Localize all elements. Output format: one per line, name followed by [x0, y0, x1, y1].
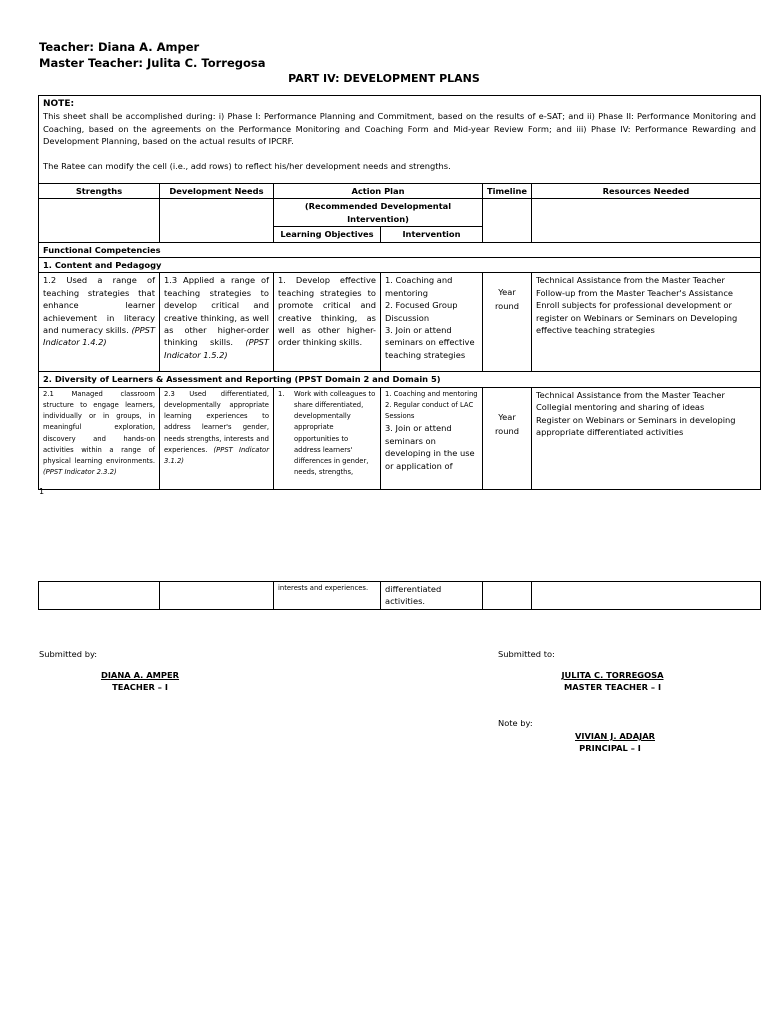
row2-resource-item: Technical Assistance from the Master Teacher: [536, 389, 725, 400]
note-text: This sheet shall be accomplished during: i) Phase I: Performance Planning and Commitment, based on the results of e-SAT; and ii) Phase II: Performance Monitoring and Coaching, based on the agreements on the Performance Monitoring and Coaching Form and Mid-year Review Form; and iii) Phase IV: Performance Rewarding and Development Planning, based on the actual results of IPCRF.: [43, 111, 757, 147]
row1-resource-item: Technical Assistance from the Master Teacher: [536, 275, 725, 286]
row1-intervention: [381, 273, 483, 372]
row1-resources: [532, 273, 761, 372]
submitted-by-label: Submitted by:: [39, 649, 98, 659]
row2-intervention-item: 1. Coaching and mentoring: [385, 389, 478, 398]
row1-intervention-item: 3. Join or attend seminars on effective teaching strategies: [385, 325, 475, 360]
row2-strength: [39, 387, 160, 489]
row2-resource-item: Register on Webinars or Seminars in developing: [536, 414, 736, 425]
col-resources: Resources Needed: [532, 184, 761, 199]
submitted-to-role: MASTER TEACHER – I: [563, 682, 662, 692]
submitted-by-name: DIANA A. AMPER: [100, 670, 180, 680]
row2-timeline: Year round: [483, 387, 532, 489]
page-number: 1: [39, 487, 45, 496]
row1-need-text: 1.3 Applied a range of teaching strategies to develop critical and creative thinking, as well as other higher-order thinking skills.: [164, 275, 269, 348]
submitted-to-label: Submitted to:: [498, 649, 555, 659]
row2-strength-indicator: (PPST Indicator 2.3.2): [43, 468, 117, 477]
empty-cell: [39, 199, 160, 242]
row1-intervention-item: 1. Coaching and mentoring: [385, 275, 453, 298]
empty-cell: [532, 582, 761, 610]
recommended-intervention-header: (Recommended Developmental Intervention): [274, 199, 483, 227]
row2-objective-text: Work with colleagues to share differentiated, developmentally appropriate opportunities to address learners' differences in gender, needs, strengths,: [294, 389, 376, 477]
row2-resource-item: Collegial mentoring and sharing of ideas: [536, 402, 705, 413]
continuation-table: [38, 581, 761, 610]
col-strengths: Strengths: [39, 184, 160, 199]
row1-development-need: [160, 273, 274, 372]
col-intervention: Intervention: [381, 227, 483, 242]
row1-strength-indicator: (PPST Indicator 1.4.2): [43, 325, 156, 348]
teacher-name: Teacher: Diana A. Amper: [39, 40, 200, 54]
development-plan-table: [38, 95, 761, 490]
cont-learning-objective: interests and experiences.: [274, 582, 381, 610]
row2-strength-text: 2.1 Managed classroom structure to engage learners, individually or in groups, in meaningful exploration, discovery and hands-on activities within a range of physical learning environments.: [43, 389, 155, 466]
note-ratee-text: The Ratee can modify the cell (i.e., add rows) to reflect his/her development needs and strengths.: [43, 160, 451, 171]
empty-cell: [532, 199, 761, 242]
empty-cell: [160, 582, 274, 610]
col-action-plan: Action Plan: [274, 184, 483, 199]
row2-intervention: [381, 387, 483, 489]
section-functional-competencies: Functional Competencies: [39, 242, 761, 257]
page-title: PART IV: DEVELOPMENT PLANS: [288, 72, 480, 85]
section-diversity-assessment: 2. Diversity of Learners & Assessment and Reporting (PPST Domain 2 and Domain 5): [39, 372, 761, 387]
row1-resource-item: Enroll subjects for professional development or register on Webinars or Seminars on Developing effective teaching strategies: [536, 300, 738, 336]
note-label: NOTE:: [43, 99, 75, 109]
row2-resource-item: appropriate differentiated activities: [536, 427, 684, 438]
row1-timeline: Year round: [483, 273, 532, 372]
row2-learning-objective: [274, 387, 381, 489]
row2-development-need: [160, 387, 274, 489]
empty-cell: [160, 199, 274, 242]
empty-cell: [39, 582, 160, 610]
row1-resource-item: Follow-up from the Master Teacher's Assistance: [536, 287, 733, 298]
row2-need-text: 2.3 Used differentiated, developmentally appropriate learning experiences to address learner's gender, needs strengths, interests and experiences.: [164, 389, 269, 454]
row1-strength: [39, 273, 160, 372]
cont-intervention: differentiated activities.: [381, 582, 483, 610]
note-by-name: VIVIAN J. ADAJAR: [574, 731, 656, 741]
master-teacher-name: Master Teacher: Julita C. Torregosa: [39, 56, 266, 70]
empty-cell: [483, 582, 532, 610]
row2-need-indicator: (PPST Indicator 3.1.2): [164, 445, 269, 466]
col-learning-objectives: Learning Objectives: [274, 227, 381, 242]
section-content-pedagogy: 1. Content and Pedagogy: [39, 258, 761, 273]
note-by-label: Note by:: [498, 718, 533, 728]
submitted-to-name: JULITA C. TORREGOSA: [561, 670, 664, 680]
note-cell: [39, 96, 761, 184]
row2-resources: [532, 387, 761, 489]
submitted-by-role: TEACHER – I: [112, 682, 168, 692]
col-timeline: Timeline: [483, 184, 532, 199]
row2-intervention-item: 2. Regular conduct of LAC Sessions: [385, 401, 474, 421]
row1-intervention-item: 2. Focused Group Discussion: [385, 300, 458, 323]
row2-intervention-item: 3. Join or attend seminars on developing in the use or application of: [385, 423, 475, 471]
row1-learning-objective: 1. Develop effective teaching strategies to promote critical and creative thinking, as well as other higher-order thinking skills.: [274, 273, 381, 372]
col-development-needs: Development Needs: [160, 184, 274, 199]
row1-strength-text: 1.2 Used a range of teaching strategies that enhance learner achievement in literacy and numeracy skills.: [43, 275, 155, 336]
note-by-role: PRINCIPAL – I: [579, 743, 641, 753]
row1-need-indicator: (PPST Indicator 1.5.2): [164, 337, 269, 360]
row2-objective-number: 1.: [278, 389, 285, 398]
empty-cell: [483, 199, 532, 242]
